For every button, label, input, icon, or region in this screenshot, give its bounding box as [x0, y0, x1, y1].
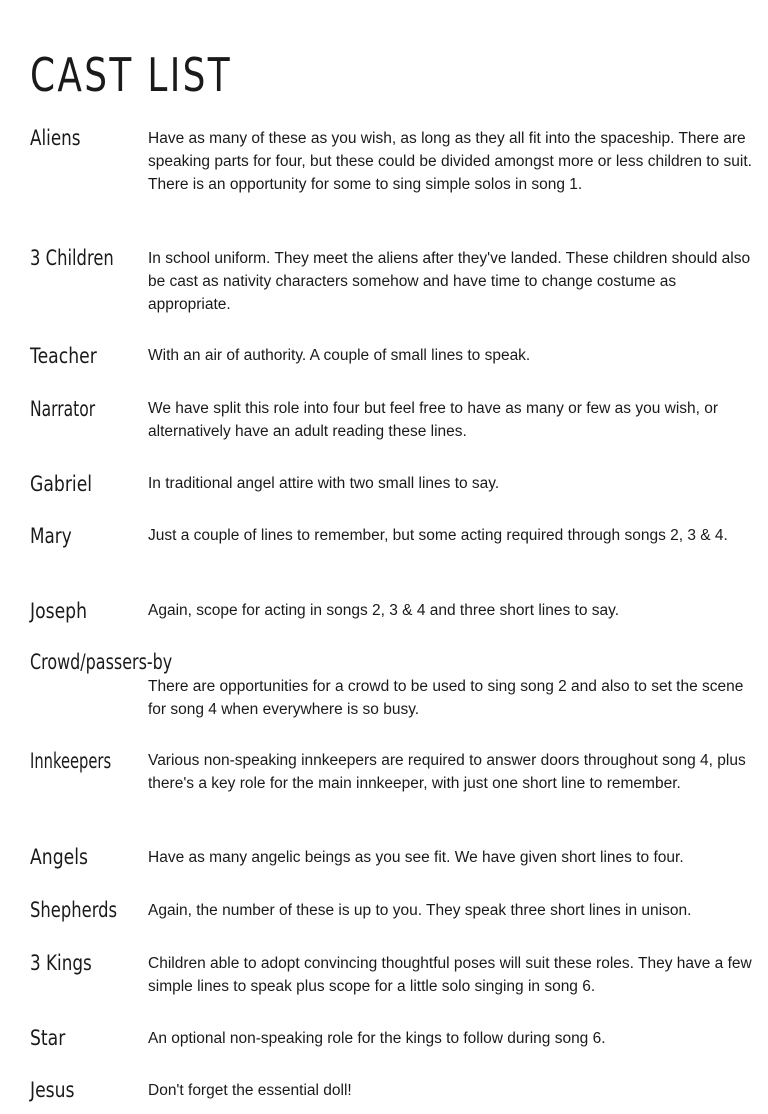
cast-description-mary: Just a couple of lines to remember, but some acting required through songs 2, 3 & 4.	[148, 527, 728, 544]
cast-description-jesus: Don't forget the essential doll!	[148, 1082, 352, 1099]
cast-name-3-children: 3 Children	[30, 246, 114, 270]
cast-name-star: Star	[30, 1026, 66, 1050]
cast-name-joseph: Joseph	[30, 599, 88, 623]
cast-description-star: An optional non-speaking role for the kings to follow during song 6.	[148, 1030, 606, 1047]
cast-description-joseph: Again, scope for acting in songs 2, 3 & 4 and three short lines to say.	[148, 602, 620, 619]
cast-name-aliens: Aliens	[30, 126, 81, 150]
cast-description-narrator: We have split this role into four but feel free to have as many or few as you wish, or alternatively have an adult reading these lines.	[148, 400, 719, 440]
cast-name-shepherds: Shepherds	[30, 898, 118, 922]
cast-name-narrator: Narrator	[30, 397, 96, 421]
cast-description-angels: Have as many angelic beings as you see fit. We have given short lines to four.	[148, 849, 684, 866]
page-title: CAST LIST	[30, 48, 233, 102]
cast-description-3-kings: Children able to adopt convincing thoughtful poses will suit these roles. They have a few simple lines to speak plus scope for a little solo singing in song 6.	[148, 955, 752, 995]
cast-name-mary: Mary	[30, 524, 72, 548]
cast-name-jesus: Jesus	[30, 1078, 75, 1102]
cast-name-angels: Angels	[30, 845, 88, 869]
cast-name-gabriel: Gabriel	[30, 472, 93, 496]
cast-description-shepherds: Again, the number of these is up to you. They speak three short lines in unison.	[148, 902, 692, 919]
cast-description-aliens: Have as many of these as you wish, as long as they all fit into the spaceship. There are speaking parts for four, but these could be divided amongst more or less children to suit. There is an opportunity for some to sing simple solos in song 1.	[148, 130, 752, 193]
cast-name-innkeepers: Innkeepers	[30, 749, 112, 773]
cast-description-crowd-passers-by: There are opportunities for a crowd to be used to sing song 2 and also to set the scene for song 4 when everywhere is so busy.	[148, 678, 744, 718]
cast-name-3-kings: 3 Kings	[30, 951, 92, 975]
cast-description-gabriel: In traditional angel attire with two small lines to say.	[148, 475, 500, 492]
cast-name-crowd-passers-by: Crowd/passers-by	[30, 650, 173, 674]
cast-name-teacher: Teacher	[30, 344, 97, 368]
cast-description-innkeepers: Various non-speaking innkeepers are required to answer doors throughout song 4, plus there's a key role for the main innkeeper, with just one short line to remember.	[148, 752, 746, 792]
cast-description-teacher: With an air of authority. A couple of small lines to speak.	[148, 347, 531, 364]
cast-description-3-children: In school uniform. They meet the aliens after they've landed. These children should also be cast as nativity characters somehow and have time to change costume as appropriate.	[148, 250, 751, 313]
